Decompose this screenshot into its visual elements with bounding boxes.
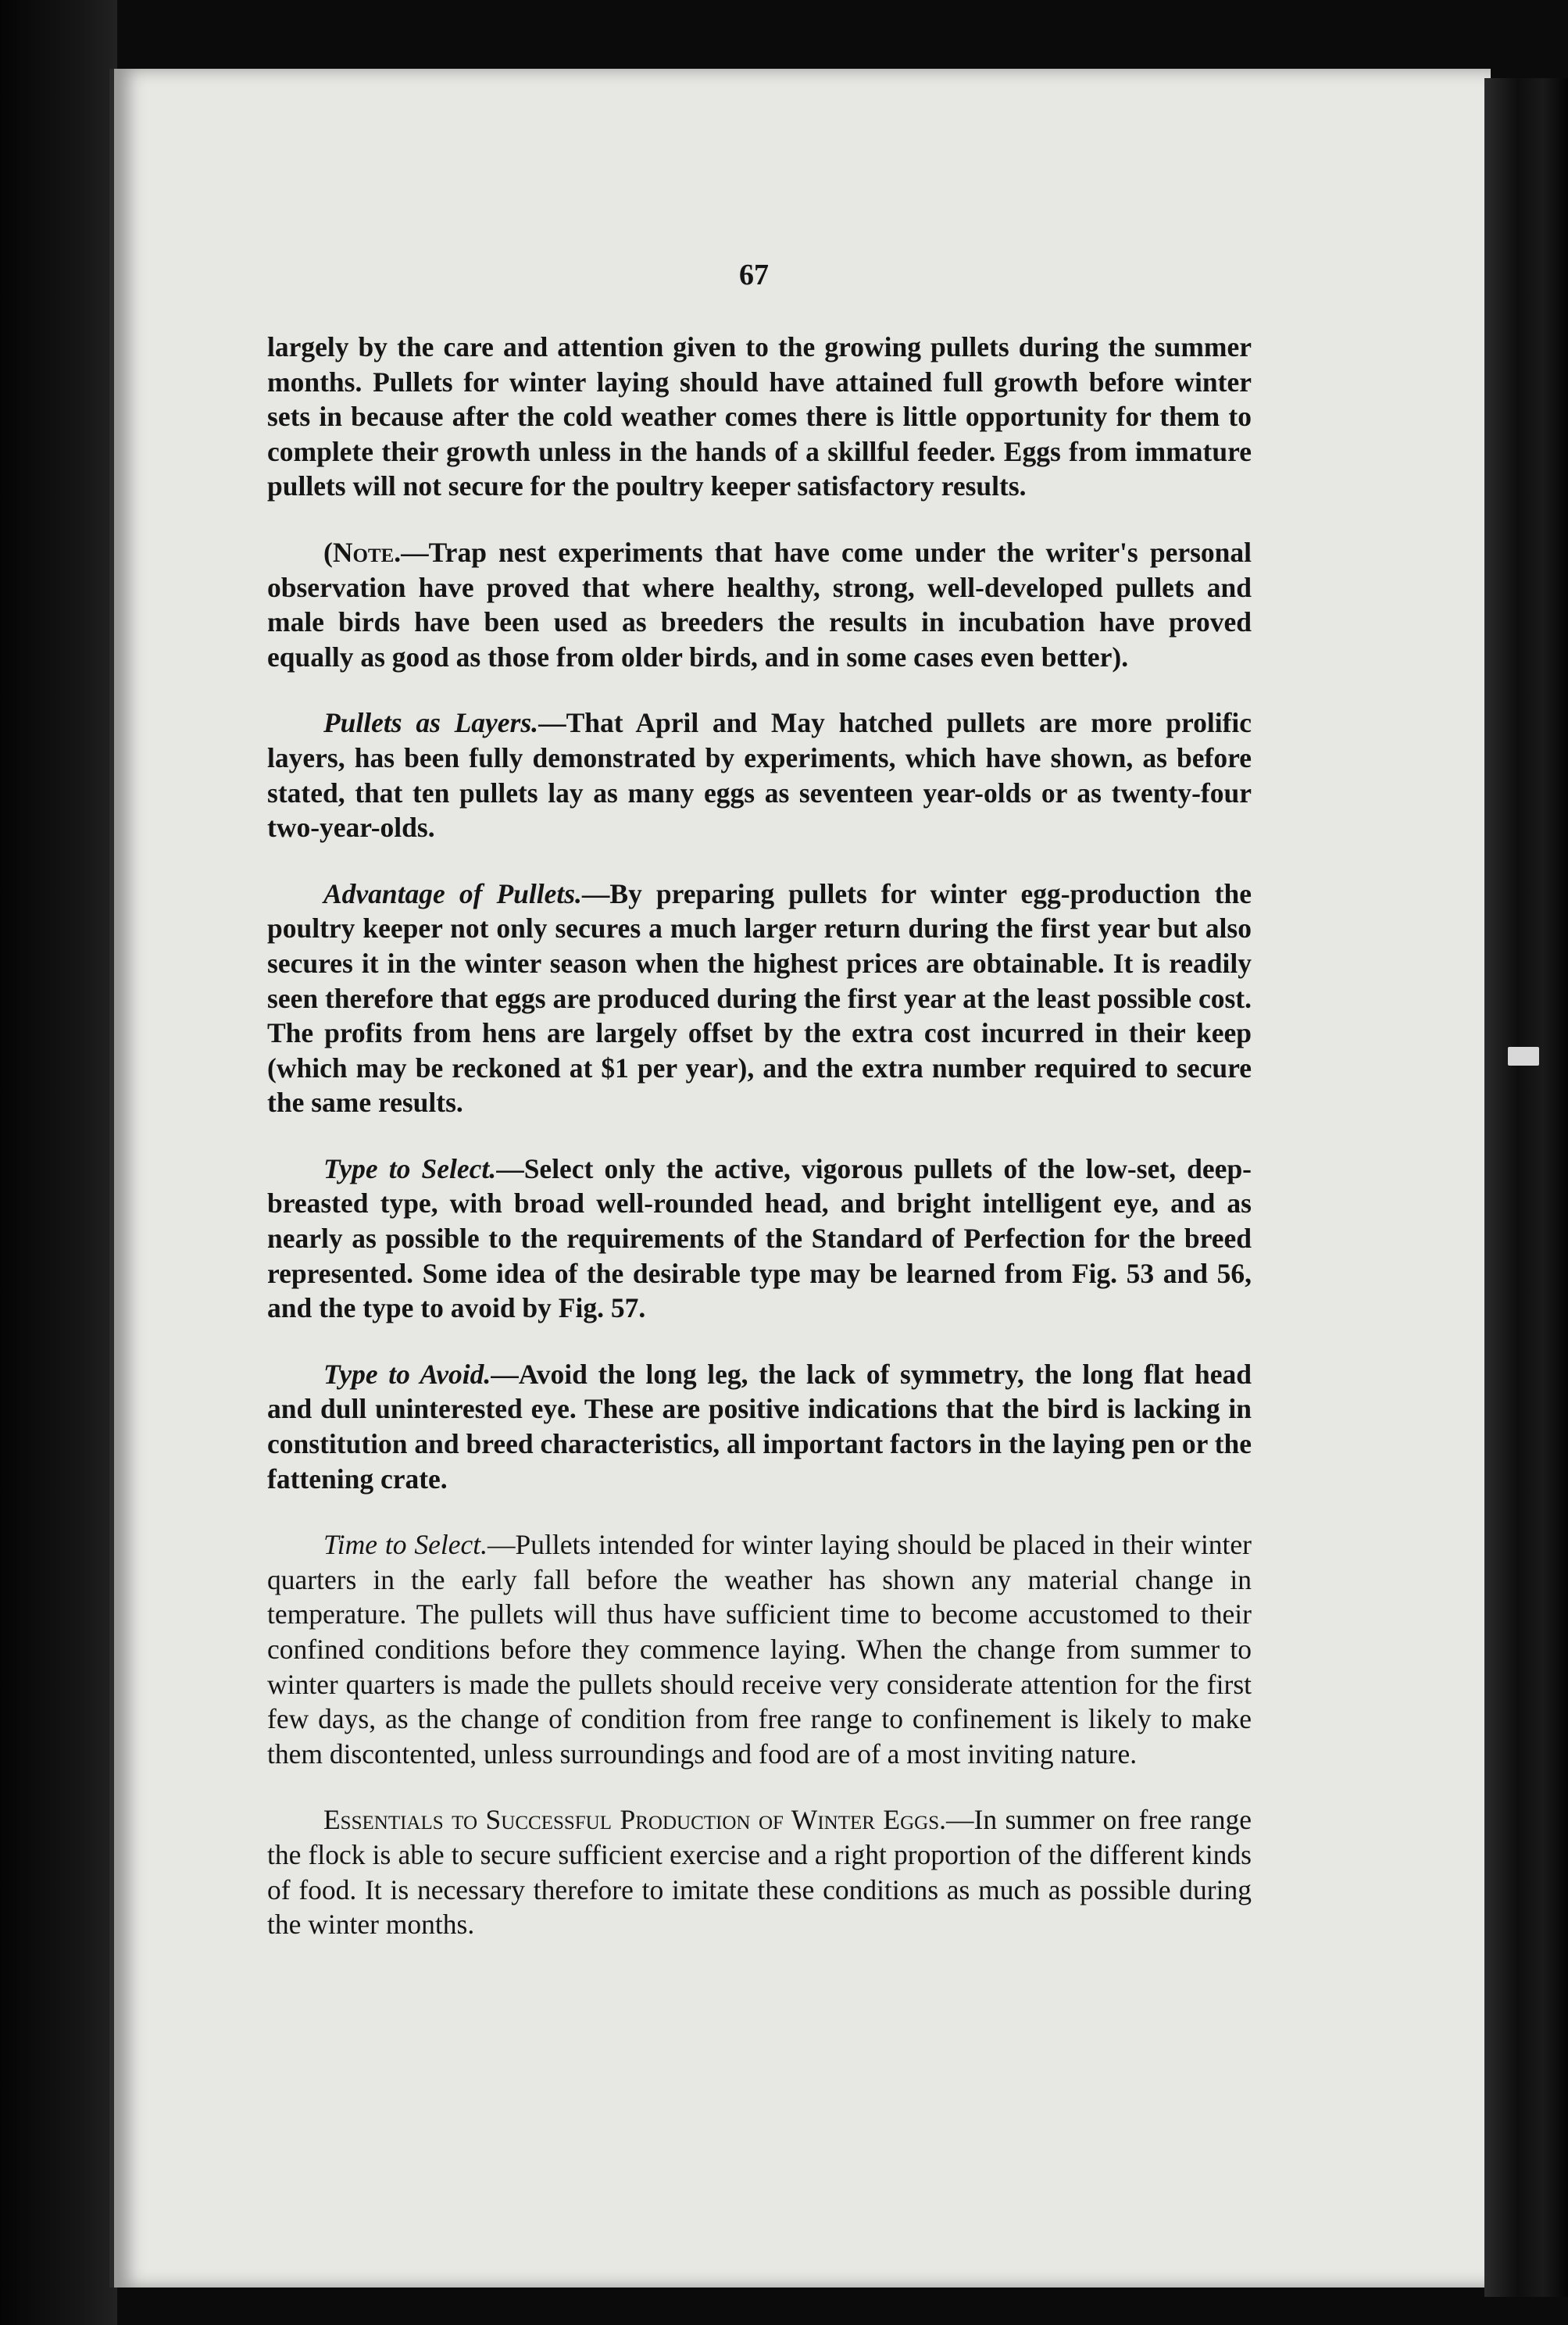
paragraph-advantage-of-pullets <box>267 877 1252 1120</box>
paragraph-text: —Avoid the long leg, the lack of symmetry, the long flat head and dull uninterested eye. These are positive indications that the bird is lacking in constitution and breed characteristics, all important factors in the laying pen or the fattening crate. <box>267 1358 1252 1495</box>
section-heading: Type to Select. <box>323 1152 497 1184</box>
paragraph-time-to-select <box>267 1527 1252 1771</box>
page-body <box>267 330 1252 1973</box>
paragraph-pullets-as-layers <box>267 705 1252 845</box>
paragraph-text: —Pullets intended for winter laying should be placed in their winter quarters in the early fall before the weather has shown any material change in temperature. The pullets will thus have sufficient time to become accustomed to their confined conditions before they commence laying. When the change from summer to winter quarters is made the pullets should receive very considerate attention for the first few days, as the change of condition from free range to confinement is likely to make them discontented, unless surroundings and food are of a most inviting nature. <box>267 1529 1252 1770</box>
paragraph-text: —Select only the active, vigorous pullets of the low-set, deep-breasted type, with broad well-rounded head, and bright intelligent eye, and as nearly as possible to the requirements of the Standard of Perfection for the breed represented. Some idea of the desirable type may be learned from Fig. 53 and 56, and the type to avoid by Fig. 57. <box>267 1152 1252 1324</box>
section-heading: Advantage of Pullets. <box>323 877 582 909</box>
section-heading: Essentials to Successful Production of Winter Eggs. <box>323 1804 946 1836</box>
paragraph-note <box>267 535 1252 674</box>
paragraph-growth <box>267 330 1252 504</box>
section-heading: Time to Select. <box>323 1529 488 1561</box>
paragraph-winter-eggs <box>267 1802 1252 1941</box>
binding-shadow <box>0 0 117 2325</box>
edge-tab <box>1508 1047 1539 1066</box>
note-open-paren: ( <box>323 536 333 568</box>
paragraph-type-to-select <box>267 1152 1252 1326</box>
note-label: Note <box>332 536 395 568</box>
paragraph-text: —In summer on free range the flock is able to secure sufficient exercise and a right proportion of the different kinds of food. It is necessary therefore to imitate these conditions as much as possible during the winter months. <box>267 1804 1252 1941</box>
paragraph-text: largely by the care and attention given to the growing pullets during the summer months. Pullets for winter laying should have attained full growth before winter sets in because after the cold weather comes there is little opportunity for them to complete their growth unless in the hands of a skillful feeder. Eggs from immature pullets will not secure for the poultry keeper satisfactory results. <box>267 331 1252 502</box>
paragraph-type-to-avoid <box>267 1357 1252 1496</box>
page-number: 67 <box>739 259 769 291</box>
section-heading: Type to Avoid. <box>323 1358 491 1390</box>
note-text: .—Trap nest experiments that have come under the writer's personal observation have proved that where healthy, strong, well-developed pullets and male birds have been used as breeders the results in incubation have proved equally as good as those from older birds, and in some cases even better). <box>267 536 1252 673</box>
paragraph-text: —By preparing pullets for winter egg-production the poultry keeper not only secures a much larger return during the first year but also secures it in the winter season when the highest prices are obtainable. It is readily seen therefore that eggs are produced during the first year at the least possible cost. The profits from hens are largely offset by the extra cost incurred in their keep (which may be reckoned at $1 per year), and the extra number required to secure the same results. <box>267 877 1252 1119</box>
section-heading: Pullets as Layers. <box>323 707 539 739</box>
page-edge <box>1484 78 1568 2297</box>
paragraph-text: —That April and May hatched pullets are more prolific layers, has been fully demonstrated by experiments, which have shown, as before stated, that ten pullets lay as many eggs as seventeen year-olds or as twenty-four two-year-olds. <box>267 707 1252 844</box>
